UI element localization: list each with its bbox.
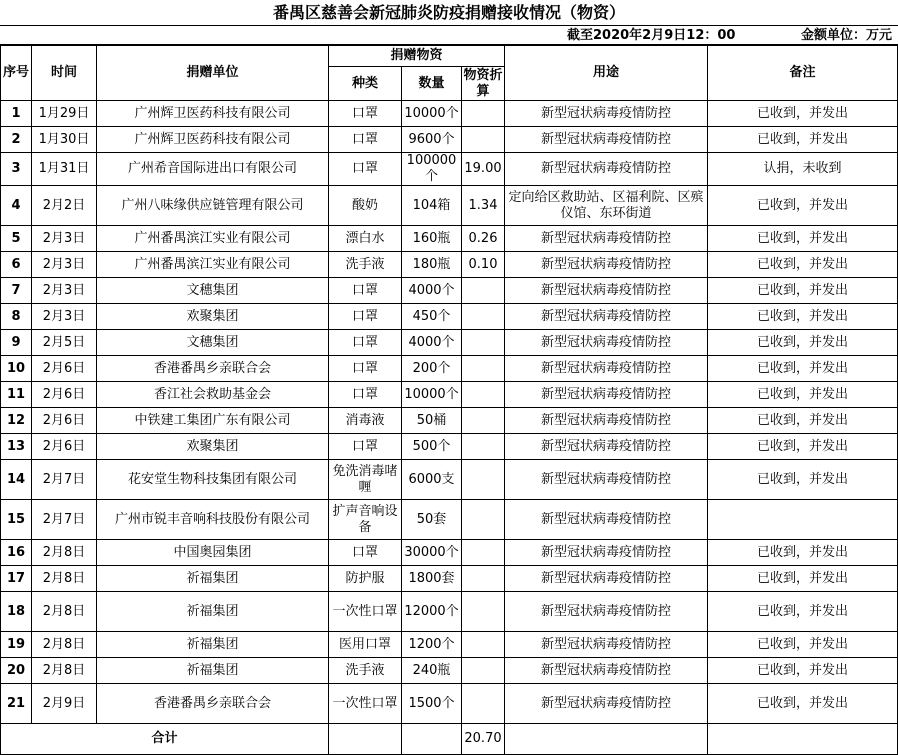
cell-qty: 1800套 (402, 566, 462, 592)
cell-donor: 欢聚集团 (97, 304, 329, 330)
cell-no: 18 (1, 592, 32, 632)
cell-no: 2 (1, 127, 32, 153)
cell-donor: 香江社会救助基金会 (97, 382, 329, 408)
cell-note: 已收到，并发出 (708, 278, 898, 304)
cell-no: 3 (1, 153, 32, 186)
cell-donor: 中国奥园集团 (97, 540, 329, 566)
cell-purpose: 新型冠状病毒疫情防控 (505, 330, 708, 356)
cell-date: 2月8日 (32, 540, 97, 566)
cell-kind: 一次性口罩 (329, 684, 402, 724)
cell-purpose: 新型冠状病毒疫情防控 (505, 434, 708, 460)
cell-qty: 1500个 (402, 684, 462, 724)
table-row (1, 278, 898, 304)
header-purpose: 用途 (505, 46, 708, 101)
cell-qty: 9600个 (402, 127, 462, 153)
cell-date: 2月3日 (32, 252, 97, 278)
cell-date: 2月3日 (32, 304, 97, 330)
cell-no: 12 (1, 408, 32, 434)
cell-kind: 医用口罩 (329, 632, 402, 658)
cell-donor: 文穗集团 (97, 330, 329, 356)
cell-note: 已收到，并发出 (708, 408, 898, 434)
cell-date: 2月8日 (32, 632, 97, 658)
cell-no: 6 (1, 252, 32, 278)
cell-note: 已收到，并发出 (708, 101, 898, 127)
table-row (1, 252, 898, 278)
cell-qty: 30000个 (402, 540, 462, 566)
cell-qty: 10000个 (402, 382, 462, 408)
table-row (1, 434, 898, 460)
cell-purpose: 新型冠状病毒疫情防控 (505, 226, 708, 252)
cell-note: 已收到，并发出 (708, 252, 898, 278)
header-donor: 捐赠单位 (97, 46, 329, 101)
cell-no: 16 (1, 540, 32, 566)
table-row (1, 330, 898, 356)
cell-purpose: 新型冠状病毒疫情防控 (505, 460, 708, 500)
table-row (1, 127, 898, 153)
cell-no: 21 (1, 684, 32, 724)
table-row (1, 632, 898, 658)
cell-qty: 200个 (402, 356, 462, 382)
cell-date: 2月3日 (32, 226, 97, 252)
table-row (1, 153, 898, 186)
cell-no: 15 (1, 500, 32, 540)
cell-donor: 广州八味缘供应链管理有限公司 (97, 186, 329, 226)
cell-value (462, 127, 505, 153)
cell-note: 已收到，并发出 (708, 356, 898, 382)
cell-donor: 文穗集团 (97, 278, 329, 304)
cell-date: 2月6日 (32, 434, 97, 460)
cell-value (462, 304, 505, 330)
cell-purpose: 新型冠状病毒疫情防控 (505, 500, 708, 540)
header-date: 时间 (32, 46, 97, 101)
cell-purpose: 新型冠状病毒疫情防控 (505, 252, 708, 278)
cell-kind: 口罩 (329, 127, 402, 153)
cell-kind: 免洗消毒啫喱 (329, 460, 402, 500)
cell-note: 已收到，并发出 (708, 382, 898, 408)
cell-kind: 一次性口罩 (329, 592, 402, 632)
cell-no: 7 (1, 278, 32, 304)
cell-donor: 广州辉卫医药科技有限公司 (97, 127, 329, 153)
cell-no: 11 (1, 382, 32, 408)
cell-date: 2月8日 (32, 566, 97, 592)
cell-qty: 50套 (402, 500, 462, 540)
cell-qty: 104箱 (402, 186, 462, 226)
cell-donor: 祈福集团 (97, 632, 329, 658)
cell-kind: 消毒液 (329, 408, 402, 434)
cell-kind: 漂白水 (329, 226, 402, 252)
cell-note: 已收到，并发出 (708, 540, 898, 566)
cell-no: 19 (1, 632, 32, 658)
cell-purpose: 新型冠状病毒疫情防控 (505, 127, 708, 153)
cell-kind: 口罩 (329, 356, 402, 382)
cell-no: 4 (1, 186, 32, 226)
cutoff-time: 截至2020年2月9日12：00 (567, 28, 736, 43)
cell-date: 2月6日 (32, 356, 97, 382)
cell-purpose: 新型冠状病毒疫情防控 (505, 540, 708, 566)
cell-donor: 香港番禺乡亲联合会 (97, 356, 329, 382)
cell-qty: 4000个 (402, 278, 462, 304)
cell-purpose: 新型冠状病毒疫情防控 (505, 101, 708, 127)
cell-qty: 50桶 (402, 408, 462, 434)
cell-value: 1.34 (462, 186, 505, 226)
cell-kind: 口罩 (329, 434, 402, 460)
cell-date: 2月8日 (32, 658, 97, 684)
table-row (1, 460, 898, 500)
cell-value (462, 382, 505, 408)
cell-date: 1月31日 (32, 153, 97, 186)
cell-donor: 欢聚集团 (97, 434, 329, 460)
cell-date: 1月29日 (32, 101, 97, 127)
cell-donor: 广州市锐丰音响科技股份有限公司 (97, 500, 329, 540)
cell-kind: 扩声音响设备 (329, 500, 402, 540)
cell-value: 0.10 (462, 252, 505, 278)
cell-kind: 口罩 (329, 330, 402, 356)
cell-note: 已收到，并发出 (708, 186, 898, 226)
table-row (1, 684, 898, 724)
cell-kind: 口罩 (329, 278, 402, 304)
cell-date: 2月2日 (32, 186, 97, 226)
cell-note: 已收到，并发出 (708, 592, 898, 632)
cell-value (462, 632, 505, 658)
cell-value: 19.00 (462, 153, 505, 186)
cell-purpose: 定向给区救助站、区福利院、区殡仪馆、东环街道 (505, 186, 708, 226)
cell-kind: 酸奶 (329, 186, 402, 226)
cell-donor: 中铁建工集团广东有限公司 (97, 408, 329, 434)
cell-donor: 广州番禺滨江实业有限公司 (97, 226, 329, 252)
cell-qty: 10000个 (402, 101, 462, 127)
table-row (1, 356, 898, 382)
cell-note: 已收到，并发出 (708, 460, 898, 500)
cell-note: 已收到，并发出 (708, 434, 898, 460)
cell-kind: 洗手液 (329, 252, 402, 278)
total-purpose-empty (505, 724, 708, 755)
total-value: 20.70 (462, 724, 505, 755)
sheet-title: 番禺区慈善会新冠肺炎防疫捐赠接收情况（物资） (0, 0, 898, 26)
sheet-meta (0, 26, 898, 45)
cell-note: 已收到，并发出 (708, 226, 898, 252)
cell-value (462, 684, 505, 724)
header-note: 备注 (708, 46, 898, 101)
cell-value (462, 330, 505, 356)
table-row (1, 186, 898, 226)
header-row-top (1, 46, 898, 67)
cell-no: 1 (1, 101, 32, 127)
header-no: 序号 (1, 46, 32, 101)
cell-note: 已收到，并发出 (708, 127, 898, 153)
cell-value (462, 500, 505, 540)
cell-date: 2月8日 (32, 592, 97, 632)
table-body (1, 101, 898, 724)
cell-donor: 祈福集团 (97, 592, 329, 632)
cell-donor: 广州希音国际进出口有限公司 (97, 153, 329, 186)
cell-note (708, 500, 898, 540)
cell-purpose: 新型冠状病毒疫情防控 (505, 153, 708, 186)
cell-no: 14 (1, 460, 32, 500)
cell-qty: 240瓶 (402, 658, 462, 684)
header-kind: 种类 (329, 67, 402, 101)
cell-value (462, 566, 505, 592)
cell-date: 2月3日 (32, 278, 97, 304)
cell-value (462, 460, 505, 500)
cell-purpose: 新型冠状病毒疫情防控 (505, 304, 708, 330)
table-row (1, 304, 898, 330)
cell-donor: 祈福集团 (97, 566, 329, 592)
table-row (1, 500, 898, 540)
cell-value (462, 658, 505, 684)
cell-purpose: 新型冠状病毒疫情防控 (505, 356, 708, 382)
cell-value (462, 101, 505, 127)
cell-note: 已收到，并发出 (708, 330, 898, 356)
cell-purpose: 新型冠状病毒疫情防控 (505, 658, 708, 684)
cell-purpose: 新型冠状病毒疫情防控 (505, 592, 708, 632)
cell-date: 2月9日 (32, 684, 97, 724)
cell-no: 13 (1, 434, 32, 460)
cell-purpose: 新型冠状病毒疫情防控 (505, 632, 708, 658)
cell-date: 2月7日 (32, 460, 97, 500)
cell-kind: 口罩 (329, 101, 402, 127)
total-note-empty (708, 724, 898, 755)
header-qty: 数量 (402, 67, 462, 101)
cell-no: 5 (1, 226, 32, 252)
cell-value (462, 434, 505, 460)
cell-no: 17 (1, 566, 32, 592)
cell-date: 2月7日 (32, 500, 97, 540)
table-row (1, 658, 898, 684)
table-row (1, 592, 898, 632)
total-row (1, 724, 898, 755)
cell-qty: 6000支 (402, 460, 462, 500)
cell-date: 2月6日 (32, 408, 97, 434)
cell-qty: 160瓶 (402, 226, 462, 252)
cell-purpose: 新型冠状病毒疫情防控 (505, 408, 708, 434)
cell-no: 10 (1, 356, 32, 382)
cell-value (462, 356, 505, 382)
cell-purpose: 新型冠状病毒疫情防控 (505, 566, 708, 592)
cell-date: 2月6日 (32, 382, 97, 408)
cell-purpose: 新型冠状病毒疫情防控 (505, 382, 708, 408)
cell-kind: 防护服 (329, 566, 402, 592)
cell-qty: 12000个 (402, 592, 462, 632)
cell-note: 已收到，并发出 (708, 658, 898, 684)
table-row (1, 226, 898, 252)
cell-donor: 花安堂生物科技集团有限公司 (97, 460, 329, 500)
cell-value (462, 540, 505, 566)
table-row (1, 101, 898, 127)
cell-note: 认捐，未收到 (708, 153, 898, 186)
cell-donor: 祈福集团 (97, 658, 329, 684)
cell-kind: 口罩 (329, 153, 402, 186)
amount-unit: 金额单位：万元 (800, 28, 892, 43)
cell-note: 已收到，并发出 (708, 304, 898, 330)
cell-kind: 口罩 (329, 540, 402, 566)
table-row (1, 408, 898, 434)
cell-kind: 洗手液 (329, 658, 402, 684)
cell-qty: 450个 (402, 304, 462, 330)
cell-date: 1月30日 (32, 127, 97, 153)
table-row (1, 382, 898, 408)
header-goods: 捐赠物资 (329, 46, 505, 67)
cell-no: 9 (1, 330, 32, 356)
total-qty-empty (402, 724, 462, 755)
cell-donor: 广州番禺滨江实业有限公司 (97, 252, 329, 278)
cell-value: 0.26 (462, 226, 505, 252)
cell-date: 2月5日 (32, 330, 97, 356)
cell-donor: 香港番禺乡亲联合会 (97, 684, 329, 724)
cell-donor: 广州辉卫医药科技有限公司 (97, 101, 329, 127)
cell-qty: 100000个 (402, 153, 462, 186)
header-value: 物资折算 (463, 67, 503, 99)
cell-value (462, 408, 505, 434)
table-row (1, 540, 898, 566)
cell-kind: 口罩 (329, 382, 402, 408)
cell-kind: 口罩 (329, 304, 402, 330)
total-label: 合计 (1, 724, 329, 755)
cell-qty: 1200个 (402, 632, 462, 658)
cell-note: 已收到，并发出 (708, 632, 898, 658)
cell-qty: 180瓶 (402, 252, 462, 278)
cell-purpose: 新型冠状病毒疫情防控 (505, 684, 708, 724)
cell-note: 已收到，并发出 (708, 566, 898, 592)
total-kind-empty (329, 724, 402, 755)
cell-purpose: 新型冠状病毒疫情防控 (505, 278, 708, 304)
cell-qty: 4000个 (402, 330, 462, 356)
cell-no: 8 (1, 304, 32, 330)
cell-note: 已收到，并发出 (708, 684, 898, 724)
cell-value (462, 592, 505, 632)
cell-no: 20 (1, 658, 32, 684)
cell-value (462, 278, 505, 304)
donation-table (0, 45, 898, 755)
cell-qty: 500个 (402, 434, 462, 460)
table-row (1, 566, 898, 592)
